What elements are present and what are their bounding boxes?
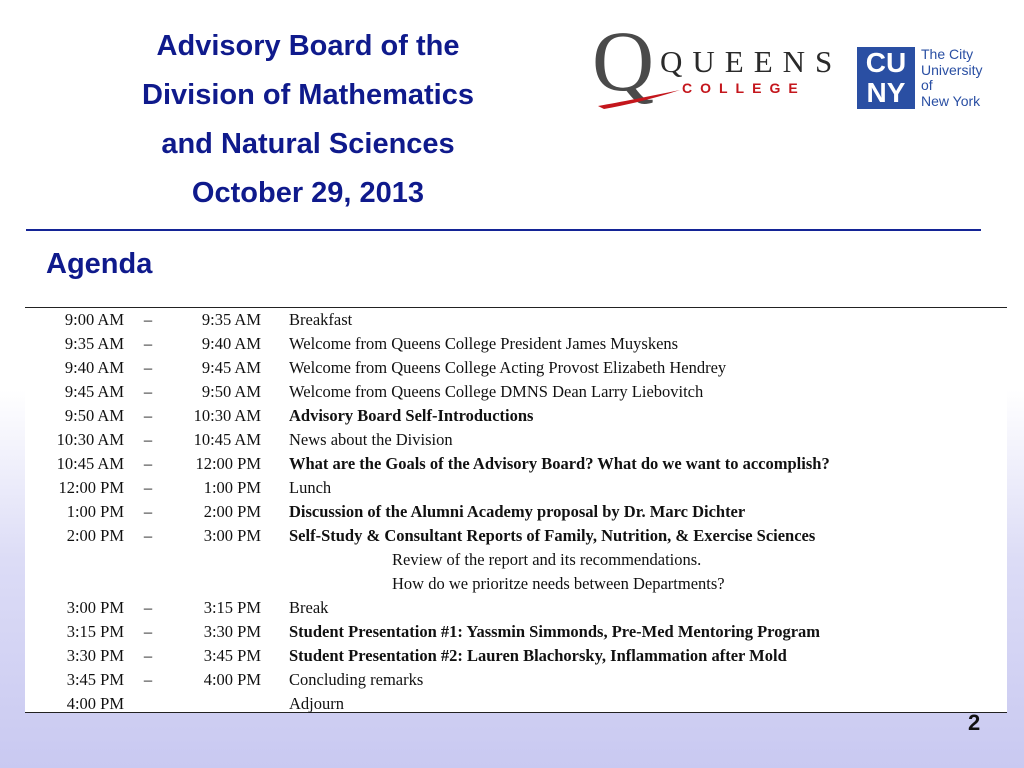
cuny-text-line: New York xyxy=(921,92,981,109)
end-time: 9:45 AM xyxy=(201,358,261,377)
start-time: 9:50 AM xyxy=(64,406,124,425)
agenda-item-description: Welcome from Queens College President James Muyskens xyxy=(289,334,679,353)
agenda-heading: Agenda xyxy=(46,248,153,280)
cuny-box-line: CU xyxy=(865,47,907,78)
queens-logo-q: Q xyxy=(592,13,655,109)
agenda-item-description: Student Presentation #1: Yassmin Simmonds, Pre-Med Mentoring Program xyxy=(289,622,821,641)
agenda-row xyxy=(25,356,1007,380)
end-time: 3:30 PM xyxy=(203,622,261,641)
queens-logo-word: QUEENS xyxy=(660,44,843,79)
time-separator: – xyxy=(143,622,153,641)
slide-title xyxy=(80,22,536,218)
agenda-subitem-text: How do we prioritze needs between Departments? xyxy=(392,574,725,593)
start-time: 12:00 PM xyxy=(58,478,124,497)
queens-swoosh-icon xyxy=(596,88,682,110)
agenda-row xyxy=(25,380,1007,404)
agenda-row xyxy=(25,452,1007,476)
time-separator: – xyxy=(143,406,153,425)
agenda-item-description: Lunch xyxy=(289,478,332,497)
cuny-logo-box xyxy=(857,47,915,109)
time-separator: – xyxy=(143,382,153,401)
agenda-item-description: Breakfast xyxy=(289,310,353,329)
cuny-logo-text xyxy=(921,47,982,109)
start-time: 1:00 PM xyxy=(66,502,124,521)
time-separator: – xyxy=(143,310,153,329)
header-divider xyxy=(26,229,981,231)
time-separator: – xyxy=(143,670,153,689)
agenda-item-description: News about the Division xyxy=(289,430,453,449)
cuny-logo xyxy=(857,47,997,111)
queens-college-logo xyxy=(590,13,843,122)
time-separator: – xyxy=(143,478,153,497)
agenda-row xyxy=(25,500,1007,524)
agenda-row xyxy=(25,308,1007,332)
end-time: 3:00 PM xyxy=(203,526,261,545)
start-time: 2:00 PM xyxy=(66,526,124,545)
time-separator: – xyxy=(143,646,153,665)
agenda-row xyxy=(25,404,1007,428)
cuny-box-line: NY xyxy=(866,77,906,108)
agenda-item-description: Adjourn xyxy=(289,694,344,713)
end-time: 10:30 AM xyxy=(193,406,261,425)
start-time: 9:40 AM xyxy=(64,358,124,377)
agenda-subitem-text: Review of the report and its recommendations. xyxy=(392,550,702,569)
time-separator: – xyxy=(143,430,153,449)
cuny-text-line: University xyxy=(921,61,983,78)
agenda-item-description: Discussion of the Alumni Academy proposal by Dr. Marc Dichter xyxy=(289,502,746,521)
agenda-row xyxy=(25,476,1007,500)
start-time: 3:00 PM xyxy=(66,598,124,617)
end-time: 10:45 AM xyxy=(193,430,261,449)
end-time: 3:15 PM xyxy=(203,598,261,617)
agenda-item-description: Break xyxy=(289,598,329,617)
title-line: Advisory Board of the xyxy=(156,30,460,62)
time-separator: – xyxy=(143,358,153,377)
end-time: 9:40 AM xyxy=(201,334,261,353)
agenda-row xyxy=(25,524,1007,548)
agenda-row xyxy=(25,428,1007,452)
agenda-item-description: Welcome from Queens College Acting Provost Elizabeth Hendrey xyxy=(289,358,727,377)
agenda-row xyxy=(25,692,1007,716)
agenda-subitem xyxy=(25,572,1007,596)
start-time: 3:30 PM xyxy=(66,646,124,665)
agenda-item-description: Concluding remarks xyxy=(289,670,424,689)
start-time: 3:15 PM xyxy=(66,622,124,641)
end-time: 12:00 PM xyxy=(195,454,261,473)
agenda-item-description: What are the Goals of the Advisory Board? What do we want to accomplish? xyxy=(289,454,830,473)
cuny-text-line: The City xyxy=(921,46,974,62)
page-number: 2 xyxy=(968,710,981,735)
agenda-table xyxy=(25,307,1007,713)
title-date: October 29, 2013 xyxy=(191,177,425,209)
end-time: 2:00 PM xyxy=(203,502,261,521)
start-time: 10:45 AM xyxy=(56,454,124,473)
time-separator: – xyxy=(143,526,153,545)
time-separator: – xyxy=(143,334,153,353)
end-time: 9:35 AM xyxy=(201,310,261,329)
title-line: and Natural Sciences xyxy=(161,128,455,160)
agenda-item-description: Welcome from Queens College DMNS Dean Larry Liebovitch xyxy=(289,382,704,401)
start-time: 9:45 AM xyxy=(64,382,124,401)
agenda-item-description: Advisory Board Self-Introductions xyxy=(289,406,534,425)
agenda-item-description: Self-Study & Consultant Reports of Family, Nutrition, & Exercise Sciences xyxy=(289,526,816,545)
start-time: 9:35 AM xyxy=(64,334,124,353)
end-time: 1:00 PM xyxy=(203,478,261,497)
title-line: Division of Mathematics xyxy=(142,79,474,111)
end-time: 3:45 PM xyxy=(203,646,261,665)
agenda-row xyxy=(25,644,1007,668)
cuny-text-line: of xyxy=(921,77,933,93)
end-time: 4:00 PM xyxy=(203,670,261,689)
agenda-item-description: Student Presentation #2: Lauren Blachorsky, Inflammation after Mold xyxy=(289,646,787,665)
start-time: 4:00 PM xyxy=(66,694,124,713)
start-time: 3:45 PM xyxy=(66,670,124,689)
queens-logo-college: COLLEGE xyxy=(682,80,806,96)
start-time: 9:00 AM xyxy=(64,310,124,329)
time-separator: – xyxy=(143,454,153,473)
agenda-row xyxy=(25,668,1007,692)
agenda-row xyxy=(25,620,1007,644)
agenda-row xyxy=(25,332,1007,356)
time-separator: – xyxy=(143,502,153,521)
start-time: 10:30 AM xyxy=(56,430,124,449)
time-separator: – xyxy=(143,598,153,617)
agenda-row xyxy=(25,596,1007,620)
end-time: 9:50 AM xyxy=(201,382,261,401)
agenda-subitem xyxy=(25,548,1007,572)
